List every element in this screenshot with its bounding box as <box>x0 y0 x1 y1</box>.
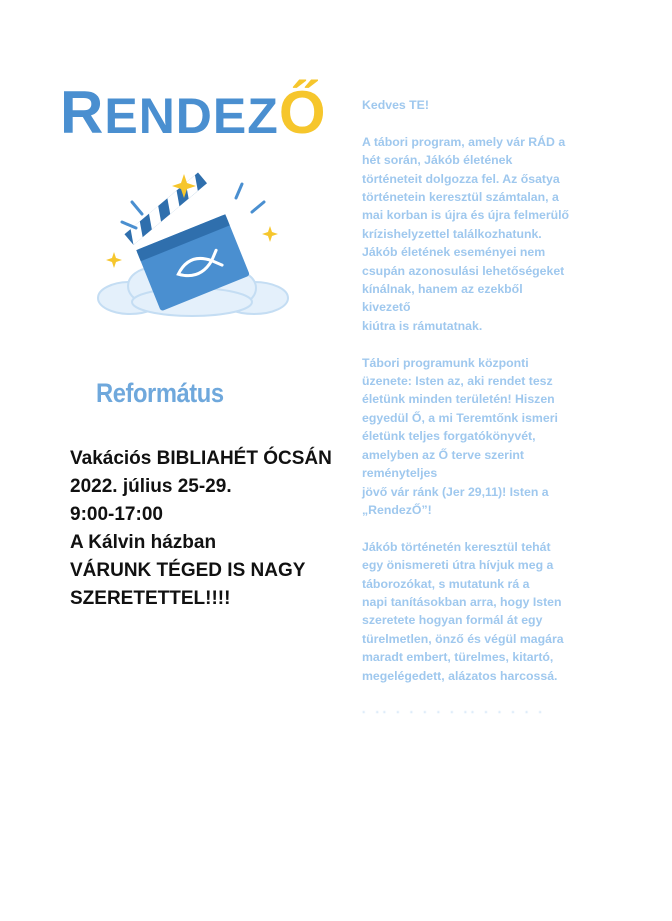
logo-part2: ENDEZ <box>104 88 279 144</box>
event-time: 9:00-17:00 <box>70 504 163 525</box>
letter-line: Jákób történetén keresztül tehát <box>362 539 551 554</box>
letter-line: megelégedett, alázatos harcossá. <box>362 668 558 683</box>
letter-line: életünk teljes forgatókönyvét, <box>362 429 536 444</box>
letter-line: táborozókat, s mutatunk rá a <box>362 576 530 591</box>
clapperboard-illustration <box>92 170 292 320</box>
letter-column <box>362 96 592 722</box>
letter-line: egyedül Ő, a mi Teremtőnk ismeri <box>362 410 558 425</box>
letter-line: életünk minden területén! Hiszen <box>362 392 555 407</box>
letter-paragraph-2 <box>362 354 592 520</box>
letter-line: kivezető <box>362 300 411 315</box>
letter-line: jövő vár ránk (Jer 29,11)! Isten a <box>362 484 549 499</box>
letter-line: napi tanításokban arra, hogy Isten <box>362 594 562 609</box>
letter-line: szeretete hogyan formál át egy <box>362 613 543 628</box>
event-location: A Kálvin házban <box>70 532 217 553</box>
rendezo-logo <box>60 78 326 151</box>
letter-line: Tábori programunk központi <box>362 355 529 370</box>
letter-line: Jákób életének eseményei nem <box>362 245 546 260</box>
letter-line: történetein keresztül számtalan, a <box>362 190 559 205</box>
letter-line: A tábori program, amely vár RÁD a <box>362 134 566 149</box>
letter-paragraph-3 <box>362 538 592 685</box>
event-invite-line1: VÁRUNK TÉGED IS NAGY <box>70 560 306 581</box>
letter-line: mai korban is újra és újra felmerülő <box>362 208 570 223</box>
letter-paragraph-1 <box>362 133 592 335</box>
letter-cut-off-line: · ·· · · · · · ·· · · · · · <box>362 705 546 720</box>
event-date: 2022. július 25-29. <box>70 476 232 497</box>
logo-part3: Ő <box>278 79 327 146</box>
letter-line: reményteljes <box>362 466 438 481</box>
letter-line: csupán azonosulási lehetőségeket <box>362 263 565 278</box>
letter-line: amelyben az Ő terve szerint <box>362 447 524 462</box>
letter-line: egy önismereti útra hívjuk meg a <box>362 558 554 573</box>
event-title: Vakációs BIBLIAHÉT ÓCSÁN <box>70 448 332 469</box>
letter-line: maradt embert, türelmes, kitartó, <box>362 650 554 665</box>
church-subtitle: Református <box>96 378 224 408</box>
event-details <box>70 445 355 613</box>
logo-part1: R <box>60 79 105 146</box>
event-invite-line2: SZERETETTEL!!!! <box>70 588 231 609</box>
letter-line: történeteit dolgozza fel. Az ősatya <box>362 171 560 186</box>
letter-greeting: Kedves TE! <box>362 98 429 112</box>
letter-line: hét során, Jákób életének <box>362 153 513 168</box>
letter-line: kiútra is rámutatnak. <box>362 318 483 333</box>
letter-line: kínálnak, hanem az ezekből <box>362 282 523 297</box>
letter-line: krízishelyzettel találkozhatunk. <box>362 226 542 241</box>
letter-line: „RendezŐ”! <box>362 502 432 517</box>
letter-line: türelmetlen, önző és végül magára <box>362 631 564 646</box>
letter-line: üzenete: Isten az, aki rendet tesz <box>362 374 553 389</box>
